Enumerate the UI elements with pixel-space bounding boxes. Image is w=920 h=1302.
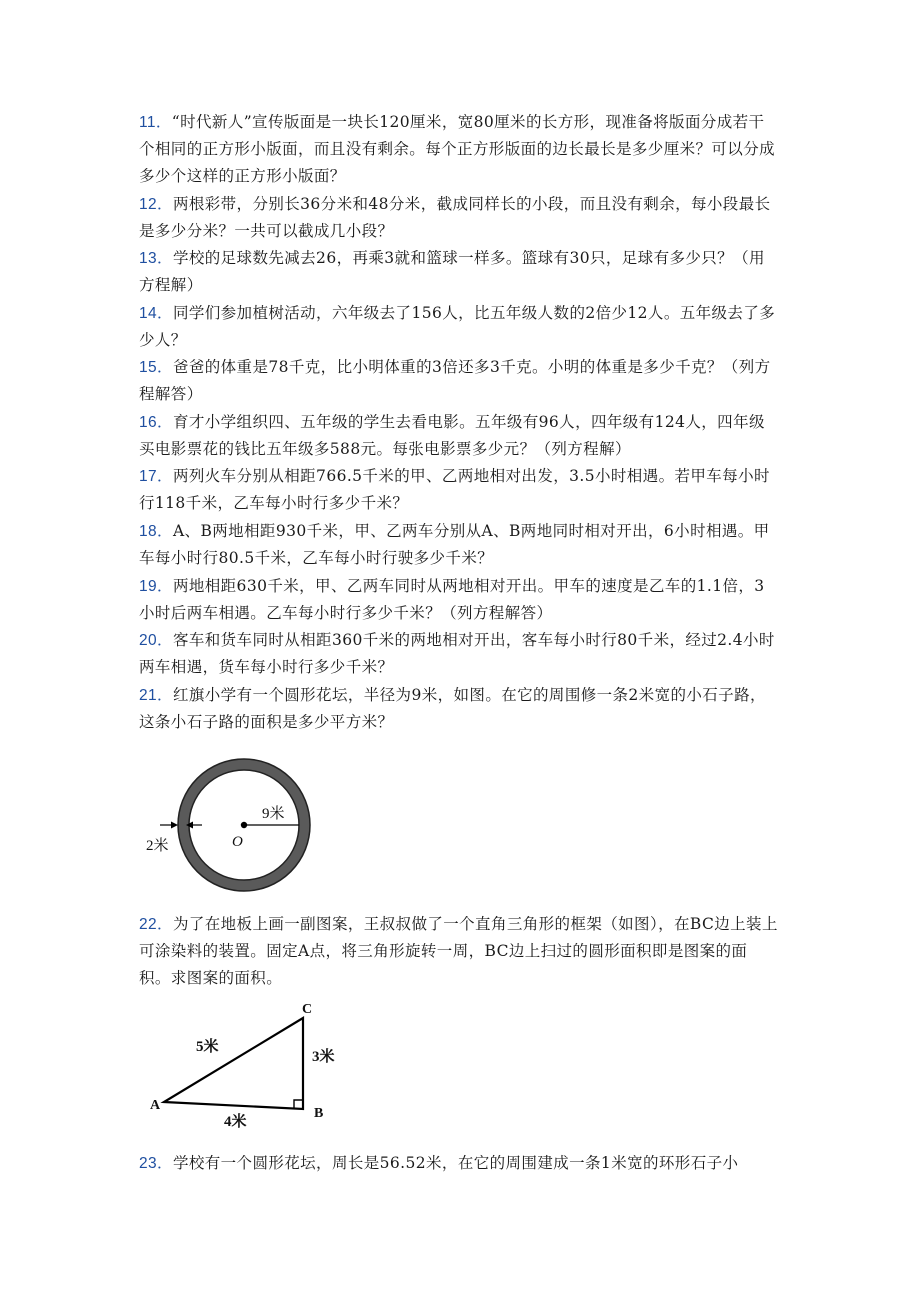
question-14 (139, 300, 779, 354)
side-ab-label: 4米 (224, 1114, 247, 1130)
vertex-a-label: A (150, 1098, 161, 1113)
vertex-c-label: C (302, 1002, 313, 1017)
question-23 (139, 1150, 779, 1177)
question-19 (139, 573, 779, 627)
question-text: A、B两地相距930千米，甲、乙两车分别从A、B两地同时相对开出，6小时相遇。甲车每小时行80.5千米，乙车每小时行驶多少千米？ (139, 522, 770, 567)
circle-ring-figure (138, 750, 338, 900)
question-text: 两地相距630千米，甲、乙两车同时从两地相对开出。甲车的速度是乙车的1.1倍，3小时后两车相遇。乙车每小时行多少千米？（列方程解答） (139, 577, 765, 622)
question-22 (139, 911, 779, 992)
question-number: 17． (139, 468, 173, 485)
question-text: “时代新人”宣传版面是一块长120厘米，宽80厘米的长方形，现准备将版面分成若干个相同的正方形小版面，而且没有剩余。每个正方形版面的边长最长是多少厘米？可以分成多少个这样的正方形小版面？ (139, 113, 776, 185)
question-text: 学校的足球数先减去26，再乘3就和篮球一样多。篮球有30只，足球有多少只？（用方程解） (139, 249, 765, 294)
question-number: 18． (139, 523, 173, 540)
question-17 (139, 463, 779, 517)
question-number: 23． (139, 1155, 173, 1172)
right-triangle-figure (140, 995, 360, 1135)
side-bc-label: 3米 (312, 1049, 335, 1065)
question-number: 22． (139, 916, 173, 933)
question-text: 红旗小学有一个圆形花坛，半径为9米，如图。在它的周围修一条2米宽的小石子路，这条小石子路的面积是多少平方米？ (139, 686, 766, 731)
question-16 (139, 409, 779, 463)
question-12 (139, 191, 779, 245)
question-13 (139, 245, 779, 299)
question-text: 两列火车分别从相距766.5千米的甲、乙两地相对出发，3.5小时相遇。若甲车每小时行118千米，乙车每小时行多少千米？ (139, 467, 770, 512)
question-text: 爸爸的体重是78千克，比小明体重的3倍还多3千克。小明的体重是多少千克？（列方程解答） (139, 358, 771, 403)
question-number: 16． (139, 414, 173, 431)
question-21 (139, 682, 779, 736)
radius-label: 9米 (262, 806, 285, 822)
question-text: 同学们参加植树活动，六年级去了156人，比五年级人数的2倍少12人。五年级去了多少人？ (139, 304, 776, 349)
question-number: 21． (139, 687, 173, 704)
center-label: O (232, 834, 243, 850)
center-point (241, 822, 247, 828)
question-20 (139, 627, 779, 681)
side-ac-label: 5米 (196, 1039, 219, 1055)
question-18 (139, 518, 779, 572)
question-text: 客车和货车同时从相距360千米的两地相对开出，客车每小时行80千米，经过2.4小时两车相遇，货车每小时行多少千米？ (139, 631, 775, 676)
question-number: 14． (139, 305, 173, 322)
question-number: 20． (139, 632, 173, 649)
question-11 (139, 109, 779, 190)
width-label: 2米 (146, 838, 169, 854)
vertex-b-label: B (314, 1106, 324, 1121)
question-text: 为了在地板上画一副图案，王叔叔做了一个直角三角形的框架（如图），在BC边上装上可涂染料的装置。固定A点，将三角形旋转一周，BC边上扫过的圆形面积即是图案的面积。求图案的面积。 (139, 915, 778, 987)
question-text: 学校有一个圆形花坛，周长是56.52米，在它的周围建成一条1米宽的环形石子小 (172, 1154, 739, 1172)
question-number: 15． (139, 359, 173, 376)
question-number: 13． (139, 250, 173, 267)
triangle (164, 1018, 303, 1109)
question-number: 12． (139, 196, 173, 213)
question-number: 19． (139, 578, 173, 595)
question-number: 11． (139, 114, 172, 131)
question-text: 育才小学组织四、五年级的学生去看电影。五年级有96人，四年级有124人，四年级买电影票花的钱比五年级多588元。每张电影票多少元？（列方程解） (139, 413, 765, 458)
question-text: 两根彩带，分别长36分米和48分米，截成同样长的小段，而且没有剩余，每小段最长是多少分米？一共可以截成几小段？ (139, 195, 771, 240)
question-15 (139, 354, 779, 408)
